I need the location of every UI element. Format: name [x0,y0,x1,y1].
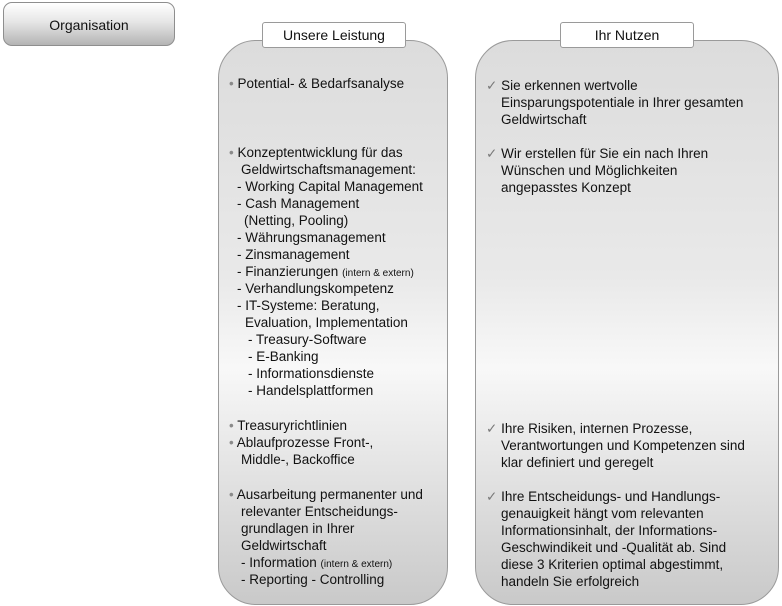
nutzen-item-3: ✓ Ihre Risiken, internen Prozesse, [486,421,693,436]
nutzen-text-line: diese 3 Kriterien optimal abgestimmt, [501,557,724,572]
bullet-icon: • [229,487,234,502]
bullet-icon: • [229,76,234,91]
bullet-icon: • [229,435,234,450]
leistung-subitem: - Cash Management [237,196,360,211]
nutzen-text-line: angepasstes Konzept [501,180,631,195]
nutzen-text-line: Informationsinhalt, der Informations- [501,523,718,538]
leistung-subitem: - IT-Systeme: Beratung, [237,298,380,313]
leistung-subsubitem: - Informationsdienste [248,366,375,381]
organisation-box [3,2,175,46]
nutzen-item-1: ✓ Sie erkennen wertvolle [486,78,638,93]
checkmark-icon: ✓ [486,146,498,161]
leistung-item-treasury: • Treasuryrichtlinien [229,418,348,433]
leistung-item-ablauf: • Ablaufprozesse Front-, [229,435,374,450]
leistung-subitem: - Währungsmanagement [237,230,386,245]
leistung-text-line: Geldwirtschaftsmanagement: [241,162,416,177]
nutzen-text-line: Einsparungspotentiale in Ihrer gesamten [501,95,744,110]
nutzen-text-line: Wünschen und Möglichkeiten [501,163,678,178]
nutzen-text-line: Geldwirtschaft [501,112,587,127]
leistung-text-line: Geldwirtschaft [241,538,327,553]
nutzen-text-line: Geschwindikeit und -Qualität ab. Sind [501,540,727,555]
unsere-leistung-header: Unsere Leistung [262,22,406,48]
leistung-text-line: Middle-, Backoffice [241,452,355,467]
leistung-subitem: - Zinsmanagement [237,247,350,262]
leistung-subitem-information: - Information (intern & extern) [241,555,393,570]
leistung-text-line: grundlagen in Ihrer [241,521,355,536]
organisation-label: Organisation [49,17,129,33]
leistung-text-line: relevanter Entscheidungs- [241,504,398,519]
checkmark-icon: ✓ [486,421,498,436]
bullet-icon: • [229,418,234,433]
nutzen-text-line: klar definiert und geregelt [501,455,654,470]
nutzen-text-line: handeln Sie erfolgreich [501,574,640,589]
leistung-subitem: - Working Capital Management [237,179,423,194]
checkmark-icon: ✓ [486,489,498,504]
leistung-subitem: - Verhandlungskompetenz [237,281,394,296]
leistung-subitem: - Reporting - Controlling [241,572,385,587]
leistung-item-ausarbeitung: • Ausarbeitung permanenter und [229,487,423,502]
nutzen-item-2: ✓ Wir erstellen für Sie ein nach Ihren [486,146,709,161]
leistung-text-line: (Netting, Pooling) [244,213,349,228]
checkmark-icon: ✓ [486,78,498,93]
leistung-item-konzept: • Konzeptentwicklung für das [229,145,403,160]
leistung-text-line: Evaluation, Implementation [245,315,408,330]
leistung-item-potential: • Potential- & Bedarfsanalyse [229,76,405,91]
nutzen-text-line: Verantwortungen und Kompetenzen sind [501,438,745,453]
nutzen-item-4: ✓ Ihre Entscheidungs- und Handlungs- [486,489,721,504]
leistung-subsubitem: - E-Banking [248,349,319,364]
ihr-nutzen-header: Ihr Nutzen [560,22,694,48]
leistung-subsubitem: - Treasury-Software [248,332,367,347]
leistung-subsubitem: - Handelsplattformen [248,383,374,398]
nutzen-text-line: genauigkeit hängt vom relevanten [501,506,704,521]
leistung-subitem-finanzierungen: - Finanzierungen (intern & extern) [237,264,414,279]
bullet-icon: • [229,145,234,160]
